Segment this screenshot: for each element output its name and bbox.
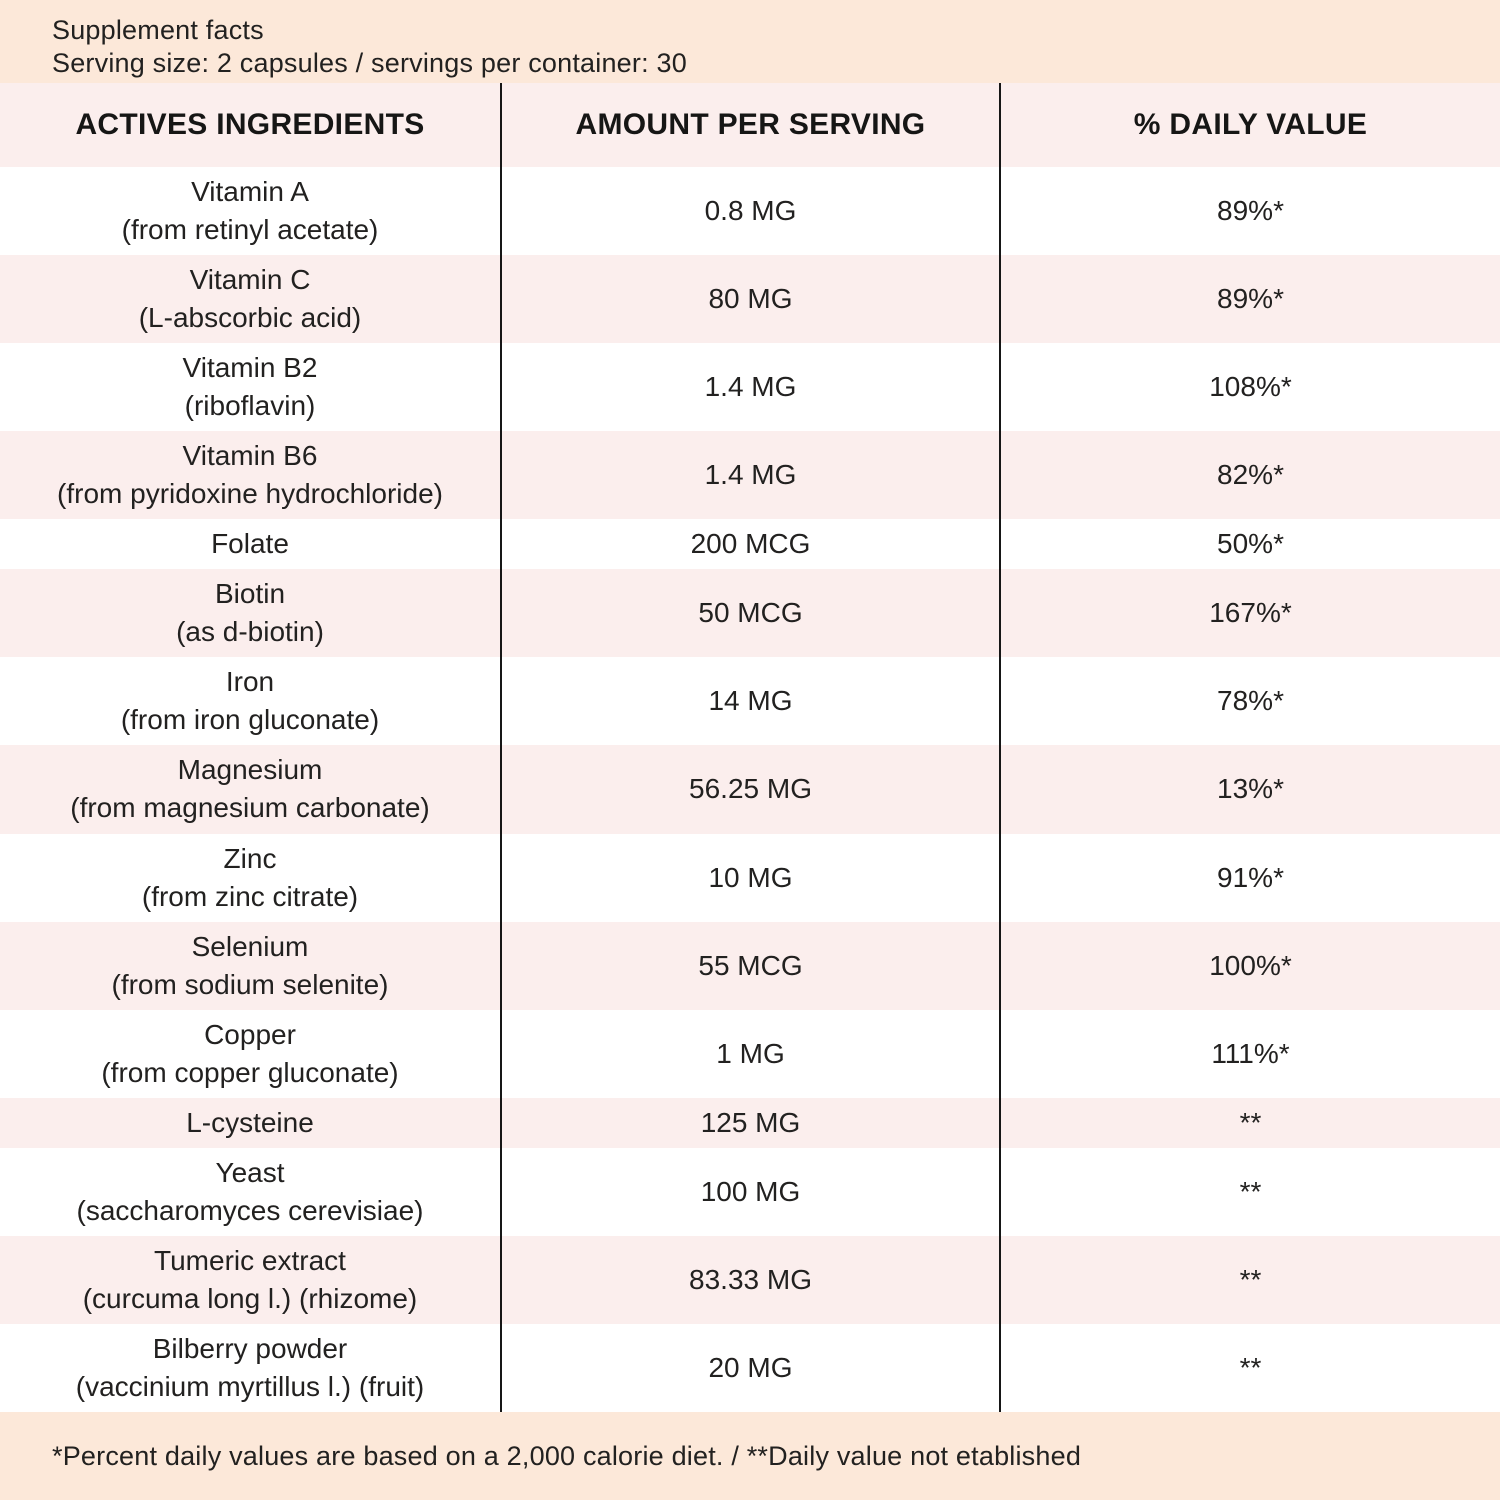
column-header-amount-per-serving: AMOUNT PER SERVING (500, 83, 1001, 167)
ingredient-cell (0, 1324, 500, 1412)
ingredient-name: Yeast (215, 1156, 285, 1188)
amount-cell (500, 167, 1001, 255)
daily-value: ** (1239, 1351, 1262, 1383)
amount-cell (500, 745, 1001, 833)
amount-cell (500, 519, 1001, 569)
ingredient-detail: (from pyridoxine hydrochloride) (57, 478, 443, 510)
table-row (0, 834, 1500, 922)
ingredient-detail: (from magnesium carbonate) (70, 792, 430, 824)
amount-value: 83.33 MG (689, 1263, 812, 1295)
ingredient-cell (0, 1098, 500, 1148)
table-row (0, 745, 1500, 833)
table-row (0, 922, 1500, 1010)
ingredient-name: Copper (204, 1018, 296, 1050)
table-header-row (0, 83, 1500, 167)
amount-value: 1 MG (716, 1037, 785, 1069)
table-row (0, 167, 1500, 255)
amount-value: 14 MG (708, 685, 793, 717)
amount-value: 125 MG (700, 1106, 801, 1138)
amount-cell (500, 1098, 1001, 1148)
ingredient-detail: (from zinc citrate) (141, 880, 359, 912)
table-row (0, 1010, 1500, 1098)
daily-value: 111%* (1211, 1037, 1290, 1069)
supplement-facts-title: Supplement facts (52, 15, 264, 45)
daily-value-footnote (0, 1412, 1500, 1500)
ingredient-cell (0, 343, 500, 431)
amount-value: 20 MG (708, 1351, 793, 1383)
ingredient-cell (0, 569, 500, 657)
column-header-daily-value: % DAILY VALUE (1133, 108, 1368, 141)
amount-value: 100 MG (700, 1175, 801, 1207)
ingredient-name: Vitamin A (191, 176, 309, 208)
ingredient-cell (0, 519, 500, 569)
amount-cell (500, 922, 1001, 1010)
ingredient-cell (0, 1148, 500, 1236)
ingredient-name: Tumeric extract (154, 1244, 346, 1276)
table-row (0, 343, 1500, 431)
amount-cell (500, 569, 1001, 657)
supplement-facts-table (0, 83, 1500, 1412)
daily-value: 100%* (1209, 949, 1292, 981)
amount-value: 55 MCG (698, 949, 803, 981)
amount-value: 10 MG (708, 861, 793, 893)
daily-value: 167%* (1209, 597, 1292, 629)
amount-value: 80 MG (708, 283, 793, 315)
amount-value: 56.25 MG (689, 773, 812, 805)
daily-value-cell (1001, 431, 1500, 519)
daily-value: 13%* (1217, 773, 1284, 805)
column-header-actives-ingredients: ACTIVES INGREDIENTS (75, 108, 425, 141)
ingredient-cell (0, 1010, 500, 1098)
ingredient-cell (0, 255, 500, 343)
amount-value: 0.8 MG (704, 195, 797, 227)
daily-value: 50%* (1217, 528, 1284, 560)
ingredient-cell (0, 922, 500, 1010)
ingredient-name: Folate (211, 528, 289, 560)
daily-value-cell (1001, 1236, 1500, 1324)
amount-cell (500, 343, 1001, 431)
daily-value-cell (1001, 657, 1500, 745)
daily-value: 108%* (1209, 371, 1292, 403)
footnote-text: *Percent daily values are based on a 2,000 calorie diet. / **Daily value not etablished (52, 1440, 1082, 1471)
ingredient-detail: (L-abscorbic acid) (138, 302, 362, 334)
ingredient-name: Zinc (223, 842, 277, 874)
table-row (0, 657, 1500, 745)
ingredient-cell (0, 657, 500, 745)
ingredient-cell (0, 167, 500, 255)
daily-value-cell (1001, 343, 1500, 431)
ingredient-detail: (from retinyl acetate) (121, 214, 379, 246)
table-row (0, 1236, 1500, 1324)
daily-value-cell (1001, 1010, 1500, 1098)
daily-value: ** (1239, 1106, 1262, 1138)
amount-cell (500, 1148, 1001, 1236)
ingredient-name: Vitamin B6 (182, 440, 318, 472)
daily-value-cell (1001, 745, 1500, 833)
daily-value-cell (1001, 1098, 1500, 1148)
daily-value: 91%* (1217, 861, 1284, 893)
amount-cell (500, 255, 1001, 343)
ingredient-detail: (curcuma long l.) (rhizome) (82, 1282, 418, 1314)
amount-cell (500, 1236, 1001, 1324)
ingredient-detail: (from copper gluconate) (101, 1056, 399, 1088)
daily-value-cell (1001, 922, 1500, 1010)
ingredient-detail: (saccharomyces cerevisiae) (76, 1194, 424, 1226)
serving-size-info: Serving size: 2 capsules / servings per container: 30 (52, 48, 687, 78)
ingredient-cell (0, 431, 500, 519)
daily-value-cell (1001, 1324, 1500, 1412)
ingredient-name: Magnesium (177, 754, 323, 786)
amount-cell (500, 1010, 1001, 1098)
ingredient-name: Vitamin C (189, 264, 311, 296)
ingredient-detail: (from sodium selenite) (111, 968, 389, 1000)
amount-cell (500, 431, 1001, 519)
ingredient-name: Bilberry powder (152, 1332, 348, 1364)
daily-value-cell (1001, 167, 1500, 255)
ingredient-detail: (vaccinium myrtillus l.) (fruit) (75, 1370, 425, 1402)
daily-value-cell (1001, 1148, 1500, 1236)
table-row (0, 569, 1500, 657)
amount-cell (500, 834, 1001, 922)
daily-value: 89%* (1217, 195, 1284, 227)
table-row (0, 1324, 1500, 1412)
ingredient-name: Iron (225, 666, 275, 698)
daily-value: 82%* (1217, 459, 1284, 491)
table-row (0, 255, 1500, 343)
ingredient-name: Vitamin B2 (182, 352, 318, 384)
ingredient-detail: (as d-biotin) (176, 616, 324, 648)
daily-value: ** (1239, 1263, 1262, 1295)
daily-value-cell (1001, 519, 1500, 569)
ingredient-cell (0, 745, 500, 833)
amount-value: 1.4 MG (704, 459, 797, 491)
daily-value-cell (1001, 834, 1500, 922)
daily-value-cell (1001, 569, 1500, 657)
table-row (0, 1098, 1500, 1148)
amount-value: 1.4 MG (704, 371, 797, 403)
ingredient-detail: (from iron gluconate) (120, 704, 380, 736)
daily-value: 78%* (1217, 685, 1284, 717)
ingredient-cell (0, 834, 500, 922)
amount-cell (500, 1324, 1001, 1412)
ingredient-name: Selenium (191, 930, 309, 962)
ingredient-name: Biotin (214, 578, 286, 610)
ingredient-detail: (riboflavin) (184, 390, 316, 422)
amount-value: 200 MCG (690, 528, 811, 560)
table-row (0, 1148, 1500, 1236)
amount-value: 50 MCG (698, 597, 803, 629)
daily-value: ** (1239, 1175, 1262, 1207)
table-row (0, 431, 1500, 519)
supplement-facts-header (0, 0, 1500, 83)
daily-value-cell (1001, 255, 1500, 343)
ingredient-cell (0, 1236, 500, 1324)
table-row (0, 519, 1500, 569)
ingredient-name: L-cysteine (186, 1106, 314, 1138)
daily-value: 89%* (1217, 283, 1284, 315)
amount-cell (500, 657, 1001, 745)
